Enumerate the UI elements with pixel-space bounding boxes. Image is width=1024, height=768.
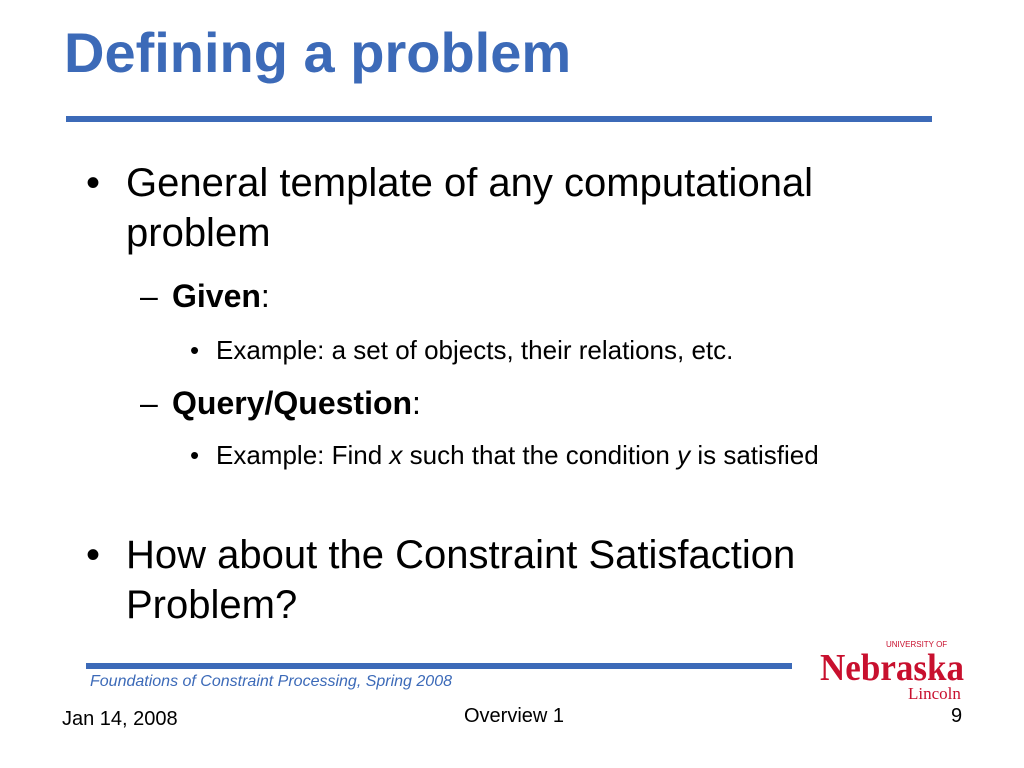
footer-course-title: Foundations of Constraint Processing, Spring 2008: [90, 673, 452, 690]
given-colon: :: [260, 278, 270, 314]
footer-date: Jan 14, 2008: [62, 708, 178, 730]
footer-divider: [86, 663, 792, 669]
sub-bullet-query: [140, 383, 932, 423]
bullet-text: General template of any computational problem: [126, 161, 814, 255]
logo-name: Nebraska: [820, 647, 964, 689]
query-label: Query/Question: [172, 385, 413, 421]
slide-number: 9: [951, 705, 963, 727]
slide-title: Defining a problem: [64, 21, 572, 84]
title-divider: [66, 116, 932, 122]
bullet-general-template: [86, 158, 946, 258]
sub-sub-bullet-given-example: [190, 332, 896, 368]
footer-section: Overview 1: [464, 705, 565, 727]
sub-bullet-given: [140, 276, 932, 316]
bullet-marker: •: [86, 161, 101, 205]
logo-university-of: UNIVERSITY OF: [886, 640, 948, 649]
logo-campus: Lincoln: [908, 684, 961, 702]
bullet-marker: •: [86, 533, 101, 577]
query-example-part1: Example: Find: [216, 440, 383, 470]
bullet-marker: •: [190, 335, 200, 365]
sub-sub-bullet-query-example: [190, 437, 876, 473]
variable-x: x: [389, 440, 403, 470]
given-example-text: Example: a set of objects, their relations, etc.: [216, 335, 734, 365]
given-label: Given: [172, 278, 261, 314]
query-example-part3: is satisfied: [697, 440, 819, 470]
dash-marker: –: [140, 278, 158, 314]
query-colon: :: [412, 385, 421, 421]
query-example-part2: such that the condition: [409, 440, 670, 470]
university-logo: [818, 636, 968, 702]
variable-y: y: [677, 440, 691, 470]
bullet-marker: •: [190, 440, 200, 470]
bullet-csp-question: [86, 530, 926, 630]
dash-marker: –: [140, 385, 158, 421]
bullet-text: How about the Constraint Satisfaction Problem?: [126, 533, 796, 627]
